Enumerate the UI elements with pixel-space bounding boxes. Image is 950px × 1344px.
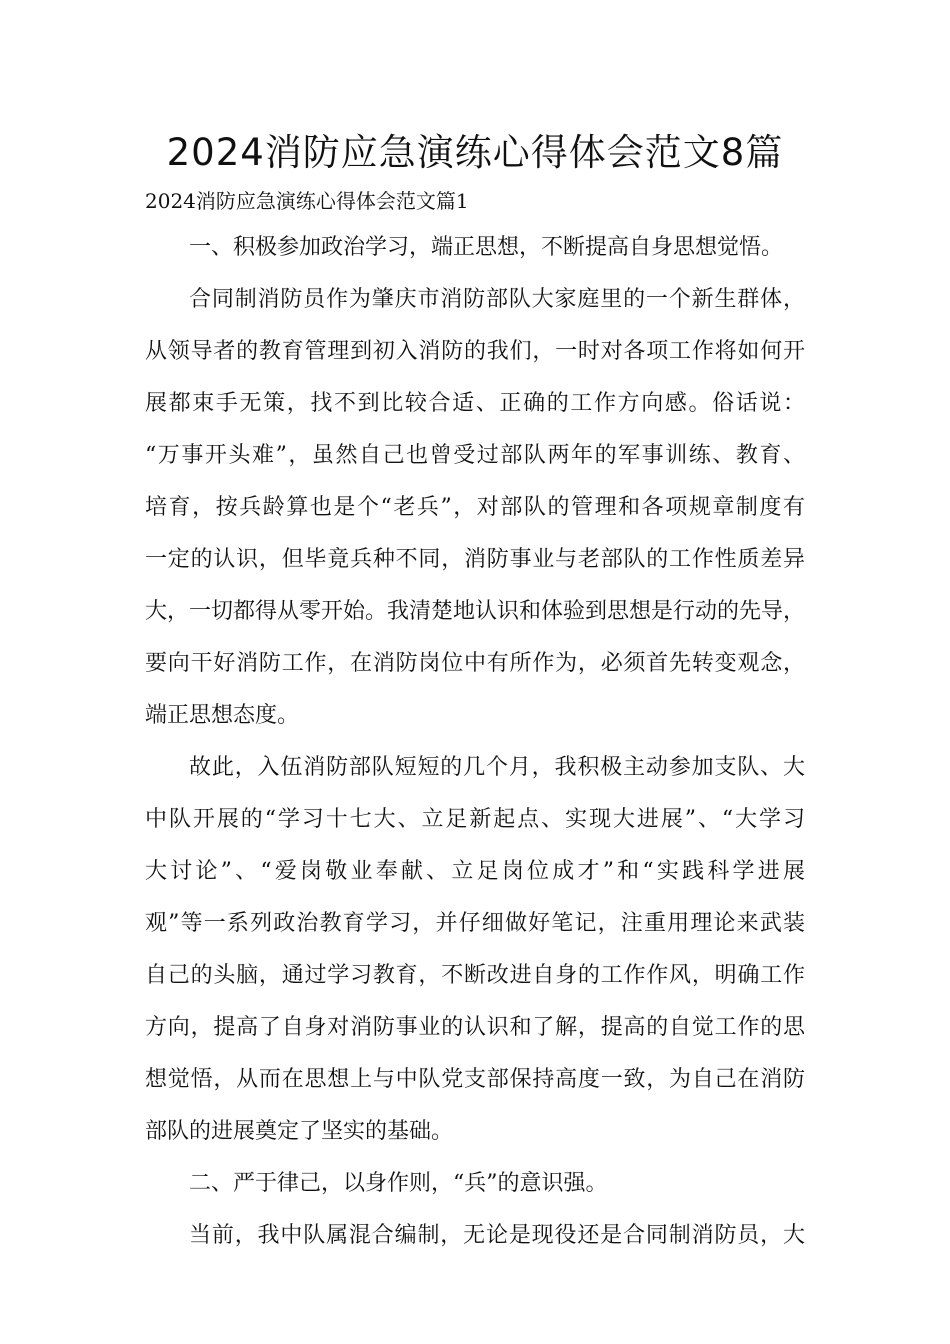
paragraph-line: 部队的进展奠定了坚实的基础。 xyxy=(145,1119,454,1144)
paragraph-line: 想觉悟，从而在思想上与中队党支部保持高度一致，为自己在消防 xyxy=(145,1067,805,1092)
paragraph-line: 展都束手无策，找不到比较合适、正确的工作方向感。俗话说： xyxy=(145,391,805,416)
paragraph-line: 故此，入伍消防部队短短的几个月，我积极主动参加支队、大 xyxy=(189,755,805,780)
document-body xyxy=(145,222,805,1262)
document-title: 2024消防应急演练心得体会范文8篇 xyxy=(166,131,784,174)
paragraph-line: 大，一切都得从零开始。我清楚地认识和体验到思想是行动的先导， xyxy=(145,599,806,624)
paragraph-line: 一、积极参加政治学习，端正思想，不断提高自身思想觉悟。 xyxy=(189,235,784,260)
paragraph-line: 培育，按兵龄算也是个“老兵”，对部队的管理和各项规章制度有 xyxy=(145,495,805,520)
paragraph-line: 大讨论”、“爱岗敬业奉献、立足岗位成才”和“实践科学进展 xyxy=(145,859,805,884)
paragraph-line: 观”等一系列政治教育学习，并仔细做好笔记，注重用理论来武装 xyxy=(145,911,805,936)
paragraph-line: 中队开展的“学习十七大、立足新起点、实现大进展”、“大学习 xyxy=(145,807,805,832)
paragraph-line: 方向，提高了自身对消防事业的认识和了解，提高的自觉工作的思 xyxy=(145,1015,805,1040)
paragraph-line: 当前，我中队属混合编制，无论是现役还是合同制消防员，大 xyxy=(189,1223,805,1248)
paragraph-line: “万事开头难”，虽然自己也曾受过部队两年的军事训练、教育、 xyxy=(145,443,805,468)
paragraph-line: 要向干好消防工作，在消防岗位中有所作为，必须首先转变观念， xyxy=(145,651,805,676)
paragraph-line: 从领导者的教育管理到初入消防的我们，一时对各项工作将如何开 xyxy=(145,339,805,364)
paragraph-line: 合同制消防员作为肇庆市消防部队大家庭里的一个新生群体， xyxy=(189,287,805,312)
document-subtitle: 2024消防应急演练心得体会范文篇1 xyxy=(145,189,469,213)
paragraph-line: 端正思想态度。 xyxy=(145,703,300,728)
paragraph-line: 自己的头脑，通过学习教育，不断改进自身的工作作风，明确工作 xyxy=(145,963,805,988)
paragraph-line: 二、严于律己，以身作则，“兵”的意识强。 xyxy=(189,1171,608,1196)
paragraph-line: 一定的认识，但毕竟兵种不同，消防事业与老部队的工作性质差异 xyxy=(145,547,805,572)
